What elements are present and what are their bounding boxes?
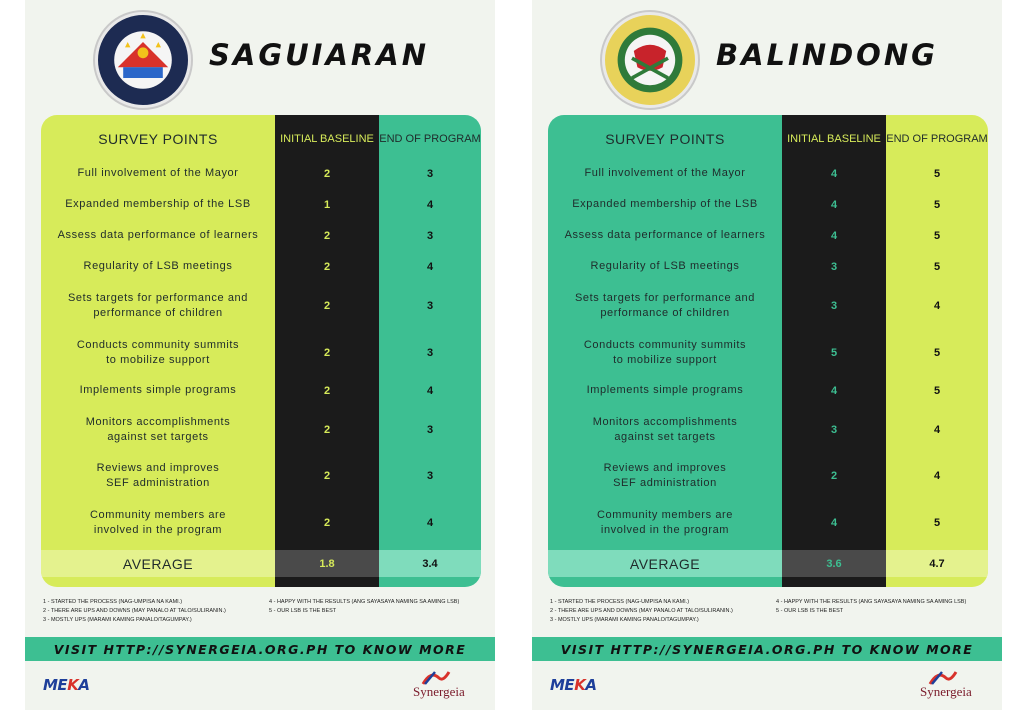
end-of-program-value: 5 <box>933 261 941 273</box>
end-of-program-value: 4 <box>426 199 434 211</box>
initial-baseline-value: 2 <box>323 168 331 180</box>
initial-baseline-value: 3 <box>830 300 838 312</box>
legend-item: 5 - OUR LSB IS THE BEST <box>776 608 844 614</box>
initial-baseline-value: 2 <box>323 300 331 312</box>
end-of-program-value: 4 <box>426 261 434 273</box>
end-of-program-value: 5 <box>933 385 941 397</box>
survey-point-label: Regularity of LSB meetings <box>590 260 740 273</box>
initial-baseline-value: 3 <box>830 424 838 436</box>
survey-row <box>41 453 481 499</box>
legend-item: 1 - STARTED THE PROCESS (NAG-UMPISA NA KAMI.) <box>43 599 183 605</box>
initial-baseline-value: 4 <box>830 199 838 211</box>
average-end: 4.7 <box>886 550 988 577</box>
survey-row <box>548 159 988 189</box>
meka-logo: MEKA <box>43 676 90 694</box>
end-of-program-value: 3 <box>426 424 434 436</box>
initial-baseline-header: INITIAL BASELINE <box>280 133 374 145</box>
end-of-program-header: END OF PROGRAM <box>379 133 481 145</box>
initial-baseline-value: 4 <box>830 517 838 529</box>
legend-item: 3 - MOSTLY UPS (MARAMI KAMING PANALO/TAGUMPAY.) <box>43 617 192 623</box>
initial-baseline-value: 4 <box>830 168 838 180</box>
initial-baseline-header: INITIAL BASELINE <box>787 133 881 145</box>
survey-row <box>548 376 988 406</box>
end-of-program-value: 4 <box>933 300 941 312</box>
survey-row <box>41 190 481 220</box>
survey-row <box>548 221 988 251</box>
survey-point-label: Implements simple programs <box>79 384 237 397</box>
end-of-program-value: 3 <box>426 168 434 180</box>
end-of-program-value: 5 <box>933 199 941 211</box>
survey-point-label: Reviews and improves SEF administration <box>603 461 727 489</box>
survey-point-label: Assess data performance of learners <box>564 229 766 242</box>
survey-point-label: Assess data performance of learners <box>57 229 259 242</box>
municipality-name: BALINDONG <box>716 38 938 72</box>
initial-baseline-value: 2 <box>323 385 331 397</box>
survey-row <box>41 330 481 376</box>
survey-row <box>548 283 988 329</box>
survey-row <box>41 500 481 546</box>
average-baseline: 3.6 <box>782 550 886 577</box>
survey-row <box>41 376 481 406</box>
legend-item: 2 - THERE ARE UPS AND DOWNS (MAY PANALO AT TALO/SULIRANIN.) <box>550 608 733 614</box>
survey-point-label: Sets targets for performance and performance of children <box>574 291 755 319</box>
survey-points-header: SURVEY POINTS <box>98 131 218 147</box>
website-banner[interactable]: VISIT HTTP://SYNERGEIA.ORG.PH TO KNOW MORE <box>25 637 495 661</box>
survey-point-label: Regularity of LSB meetings <box>83 260 233 273</box>
survey-row <box>548 453 988 499</box>
balindong-panel <box>532 0 1002 710</box>
end-of-program-value: 3 <box>426 230 434 242</box>
initial-baseline-value: 1 <box>323 199 331 211</box>
initial-baseline-value: 2 <box>323 230 331 242</box>
survey-point-label: Expanded membership of the LSB <box>572 198 758 211</box>
synergeia-wordmark: Synergeia <box>920 684 972 699</box>
survey-row <box>41 252 481 282</box>
legend-item: 1 - STARTED THE PROCESS (NAG-UMPISA NA KAMI.) <box>550 599 690 605</box>
municipality-name: SAGUIARAN <box>209 38 429 72</box>
initial-baseline-value: 2 <box>323 261 331 273</box>
survey-point-label: Reviews and improves SEF administration <box>96 461 220 489</box>
end-of-program-value: 4 <box>426 517 434 529</box>
initial-baseline-value: 2 <box>323 347 331 359</box>
end-of-program-value: 5 <box>933 168 941 180</box>
initial-baseline-value: 2 <box>323 517 331 529</box>
initial-baseline-value: 5 <box>830 347 838 359</box>
balindong-seal <box>602 12 698 108</box>
end-of-program-value: 3 <box>426 300 434 312</box>
survey-points-header: SURVEY POINTS <box>605 131 725 147</box>
survey-point-label: Implements simple programs <box>586 384 744 397</box>
end-of-program-value: 3 <box>426 347 434 359</box>
end-of-program-value: 4 <box>933 470 941 482</box>
average-label: AVERAGE <box>41 550 275 577</box>
end-of-program-value: 5 <box>933 517 941 529</box>
survey-point-label: Full involvement of the Mayor <box>77 167 239 180</box>
end-of-program-value: 4 <box>426 385 434 397</box>
survey-point-label: Community members are involved in the program <box>89 508 227 536</box>
survey-point-label: Conducts community summits to mobilize support <box>583 338 747 366</box>
survey-row <box>41 159 481 189</box>
balindong-seal-graphic <box>605 15 695 105</box>
survey-point-label: Monitors accomplishments against set targets <box>592 415 738 443</box>
initial-baseline-value: 4 <box>830 230 838 242</box>
synergeia-wordmark: Synergeia <box>413 684 465 699</box>
synergeia-logo <box>413 668 483 702</box>
synergeia-logo <box>920 668 990 702</box>
survey-row <box>548 500 988 546</box>
survey-row <box>41 221 481 251</box>
survey-row <box>548 252 988 282</box>
legend-item: 3 - MOSTLY UPS (MARAMI KAMING PANALO/TAGUMPAY.) <box>550 617 699 623</box>
average-row <box>41 550 481 577</box>
average-label: AVERAGE <box>548 550 782 577</box>
initial-baseline-value: 2 <box>830 470 838 482</box>
survey-point-label: Monitors accomplishments against set targets <box>85 415 231 443</box>
end-of-program-value: 3 <box>426 470 434 482</box>
survey-table <box>41 115 481 587</box>
survey-point-label: Community members are involved in the program <box>596 508 734 536</box>
survey-row <box>41 283 481 329</box>
legend-item: 4 - HAPPY WITH THE RESULTS (ANG SAYASAYA NAMING SA AMING LSB) <box>776 599 967 605</box>
legend-item: 5 - OUR LSB IS THE BEST <box>269 608 337 614</box>
legend-item: 2 - THERE ARE UPS AND DOWNS (MAY PANALO AT TALO/SULIRANIN.) <box>43 608 226 614</box>
initial-baseline-value: 2 <box>323 424 331 436</box>
end-of-program-value: 5 <box>933 347 941 359</box>
end-of-program-header: END OF PROGRAM <box>886 133 988 145</box>
saguiaran-seal <box>95 12 191 108</box>
survey-point-label: Conducts community summits to mobilize support <box>76 338 240 366</box>
legend-item: 4 - HAPPY WITH THE RESULTS (ANG SAYASAYA NAMING SA AMING LSB) <box>269 599 460 605</box>
website-banner[interactable]: VISIT HTTP://SYNERGEIA.ORG.PH TO KNOW MORE <box>532 637 1002 661</box>
initial-baseline-value: 3 <box>830 261 838 273</box>
end-of-program-value: 4 <box>933 424 941 436</box>
survey-point-label: Expanded membership of the LSB <box>65 198 251 211</box>
survey-row <box>41 407 481 453</box>
survey-table <box>548 115 988 587</box>
meka-logo: MEKA <box>550 676 597 694</box>
survey-row <box>548 407 988 453</box>
survey-row <box>548 330 988 376</box>
saguiaran-seal-graphic <box>98 15 188 105</box>
average-baseline: 1.8 <box>275 550 379 577</box>
initial-baseline-value: 4 <box>830 385 838 397</box>
survey-point-label: Sets targets for performance and performance of children <box>67 291 248 319</box>
survey-point-label: Full involvement of the Mayor <box>584 167 746 180</box>
saguiaran-panel <box>25 0 495 710</box>
end-of-program-value: 5 <box>933 230 941 242</box>
average-end: 3.4 <box>379 550 481 577</box>
average-row <box>548 550 988 577</box>
survey-row <box>548 190 988 220</box>
initial-baseline-value: 2 <box>323 470 331 482</box>
